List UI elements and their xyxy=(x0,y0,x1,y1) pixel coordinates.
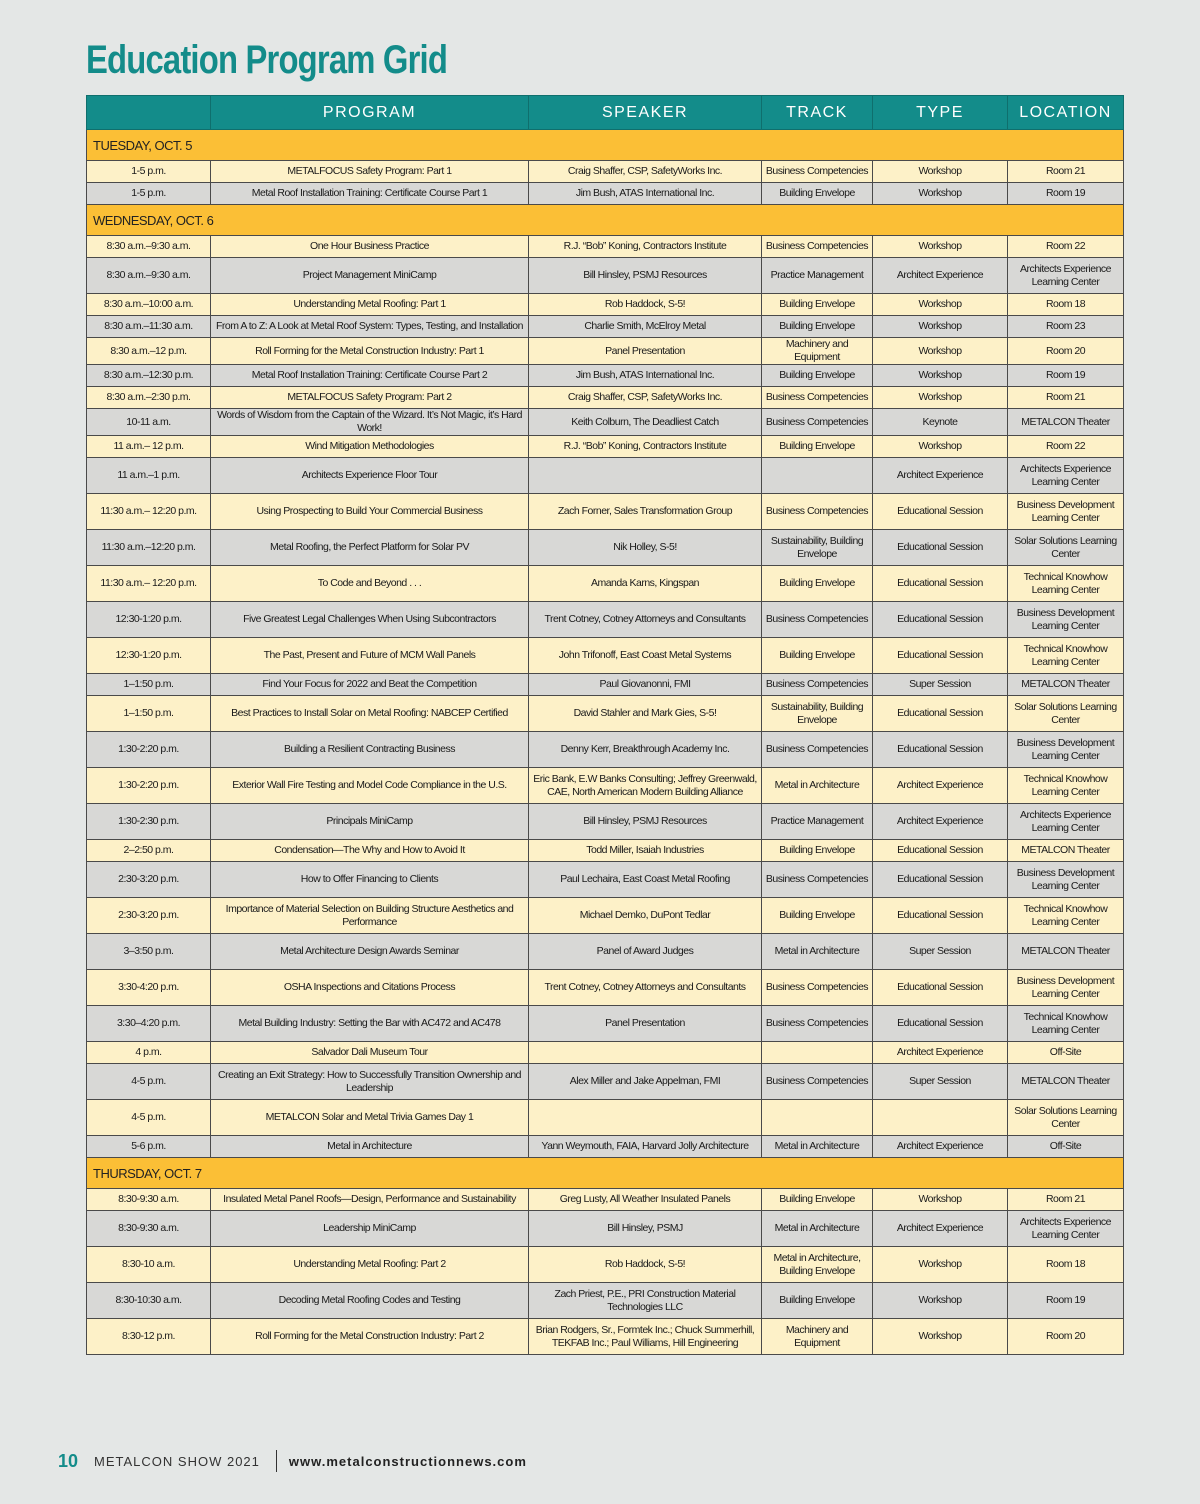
track-cell: Machinery and Equipment xyxy=(762,1319,873,1355)
time-cell: 8:30-10:30 a.m. xyxy=(87,1283,211,1319)
day-label: TUESDAY, OCT. 5 xyxy=(87,130,1124,161)
type-cell: Architect Experience xyxy=(873,768,1008,804)
table-row xyxy=(87,638,1124,674)
track-cell: Business Competencies xyxy=(762,1064,873,1100)
program-cell: METALFOCUS Safety Program: Part 2 xyxy=(211,387,529,409)
speaker-cell: Amanda Karns, Kingspan xyxy=(529,566,762,602)
location-cell: Room 22 xyxy=(1008,436,1124,458)
type-cell: Educational Session xyxy=(873,862,1008,898)
header-time xyxy=(87,96,211,130)
program-cell: Building a Resilient Contracting Business xyxy=(211,732,529,768)
track-cell: Building Envelope xyxy=(762,365,873,387)
track-cell: Metal in Architecture xyxy=(762,934,873,970)
program-cell: Condensation—The Why and How to Avoid It xyxy=(211,840,529,862)
table-row xyxy=(87,365,1124,387)
time-cell: 8:30 a.m.–11:30 a.m. xyxy=(87,316,211,338)
table-row xyxy=(87,294,1124,316)
program-cell: One Hour Business Practice xyxy=(211,236,529,258)
speaker-cell: Panel Presentation xyxy=(529,1006,762,1042)
table-row xyxy=(87,1136,1124,1158)
location-cell: Architects Experience Learning Center xyxy=(1008,1211,1124,1247)
website-link[interactable]: www.metalconstructionnews.com xyxy=(288,1453,527,1469)
type-cell: Workshop xyxy=(873,294,1008,316)
table-row xyxy=(87,338,1124,365)
speaker-cell: Panel of Award Judges xyxy=(529,934,762,970)
time-cell: 10-11 a.m. xyxy=(87,409,211,436)
table-row xyxy=(87,530,1124,566)
time-cell: 11:30 a.m.– 12:20 p.m. xyxy=(87,566,211,602)
track-cell: Building Envelope xyxy=(762,566,873,602)
type-cell: Educational Session xyxy=(873,530,1008,566)
speaker-cell: Jim Bush, ATAS International Inc. xyxy=(529,183,762,205)
table-row xyxy=(87,1283,1124,1319)
header-track: TRACK xyxy=(762,96,873,130)
day-header-row xyxy=(87,1158,1124,1189)
time-cell: 12:30-1:20 p.m. xyxy=(87,638,211,674)
track-cell: Building Envelope xyxy=(762,638,873,674)
location-cell: Room 21 xyxy=(1008,1189,1124,1211)
program-cell: OSHA Inspections and Citations Process xyxy=(211,970,529,1006)
location-cell: Technical Knowhow Learning Center xyxy=(1008,898,1124,934)
program-cell: METALFOCUS Safety Program: Part 1 xyxy=(211,161,529,183)
program-cell: Creating an Exit Strategy: How to Successfully Transition Ownership and Leadership xyxy=(211,1064,529,1100)
table-row xyxy=(87,862,1124,898)
type-cell: Workshop xyxy=(873,1319,1008,1355)
table-row xyxy=(87,1042,1124,1064)
table-row xyxy=(87,934,1124,970)
speaker-cell: Zach Forner, Sales Transformation Group xyxy=(529,494,762,530)
track-cell: Building Envelope xyxy=(762,183,873,205)
page-number: 10 xyxy=(58,1450,79,1471)
time-cell: 11 a.m.– 12 p.m. xyxy=(87,436,211,458)
program-cell: Words of Wisdom from the Captain of the Wizard. It’s Not Magic, it’s Hard Work! xyxy=(211,409,529,436)
location-cell: Room 20 xyxy=(1008,1319,1124,1355)
track-cell: Building Envelope xyxy=(762,294,873,316)
location-cell: Room 23 xyxy=(1008,316,1124,338)
type-cell: Educational Session xyxy=(873,970,1008,1006)
type-cell: Architect Experience xyxy=(873,1136,1008,1158)
program-cell: Roll Forming for the Metal Construction Industry: Part 1 xyxy=(211,338,529,365)
type-cell: Educational Session xyxy=(873,494,1008,530)
track-cell: Business Competencies xyxy=(762,862,873,898)
time-cell: 2:30-3:20 p.m. xyxy=(87,862,211,898)
track-cell: Building Envelope xyxy=(762,1283,873,1319)
table-row xyxy=(87,768,1124,804)
table-row xyxy=(87,436,1124,458)
location-cell: Room 20 xyxy=(1008,338,1124,365)
table-row xyxy=(87,183,1124,205)
time-cell: 8:30-9:30 a.m. xyxy=(87,1189,211,1211)
program-cell: Metal Architecture Design Awards Seminar xyxy=(211,934,529,970)
type-cell: Architect Experience xyxy=(873,1042,1008,1064)
program-cell: Understanding Metal Roofing: Part 1 xyxy=(211,294,529,316)
speaker-cell: Charlie Smith, McElroy Metal xyxy=(529,316,762,338)
time-cell: 1-5 p.m. xyxy=(87,161,211,183)
program-cell: Best Practices to Install Solar on Metal Roofing: NABCEP Certified xyxy=(211,696,529,732)
type-cell: Educational Session xyxy=(873,566,1008,602)
type-cell: Workshop xyxy=(873,1189,1008,1211)
time-cell: 8:30-10 a.m. xyxy=(87,1247,211,1283)
track-cell: Sustainability, Building Envelope xyxy=(762,530,873,566)
speaker-cell xyxy=(529,1042,762,1064)
speaker-cell: Eric Bank, E.W Banks Consulting; Jeffrey Greenwald, CAE, North American Modern Building Alliance xyxy=(529,768,762,804)
type-cell: Workshop xyxy=(873,316,1008,338)
header-program: PROGRAM xyxy=(211,96,529,130)
location-cell: Business Development Learning Center xyxy=(1008,862,1124,898)
speaker-cell: Yann Weymouth, FAIA, Harvard Jolly Architecture xyxy=(529,1136,762,1158)
location-cell: Business Development Learning Center xyxy=(1008,732,1124,768)
table-row xyxy=(87,898,1124,934)
time-cell: 8:30 a.m.–9:30 a.m. xyxy=(87,236,211,258)
track-cell: Metal in Architecture, Building Envelope xyxy=(762,1247,873,1283)
table-row xyxy=(87,674,1124,696)
program-cell: Metal Roofing, the Perfect Platform for Solar PV xyxy=(211,530,529,566)
type-cell: Workshop xyxy=(873,365,1008,387)
time-cell: 3:30-4:20 p.m. xyxy=(87,970,211,1006)
track-cell: Building Envelope xyxy=(762,316,873,338)
speaker-cell: Bill Hinsley, PSMJ Resources xyxy=(529,258,762,294)
track-cell xyxy=(762,1100,873,1136)
type-cell: Educational Session xyxy=(873,898,1008,934)
program-cell: Project Management MiniCamp xyxy=(211,258,529,294)
table-row xyxy=(87,1006,1124,1042)
track-cell: Business Competencies xyxy=(762,161,873,183)
time-cell: 4 p.m. xyxy=(87,1042,211,1064)
type-cell: Educational Session xyxy=(873,602,1008,638)
location-cell: Room 18 xyxy=(1008,294,1124,316)
speaker-cell: R.J. “Bob” Koning, Contractors Institute xyxy=(529,236,762,258)
time-cell: 2:30-3:20 p.m. xyxy=(87,898,211,934)
table-row xyxy=(87,970,1124,1006)
day-label: WEDNESDAY, OCT. 6 xyxy=(87,205,1124,236)
program-cell: Importance of Material Selection on Building Structure Aesthetics and Performance xyxy=(211,898,529,934)
time-cell: 4-5 p.m. xyxy=(87,1100,211,1136)
time-cell: 1:30-2:20 p.m. xyxy=(87,732,211,768)
header-location: LOCATION xyxy=(1008,96,1124,130)
location-cell: Off-Site xyxy=(1008,1136,1124,1158)
time-cell: 1:30-2:20 p.m. xyxy=(87,768,211,804)
location-cell: Room 19 xyxy=(1008,365,1124,387)
day-header-row xyxy=(87,205,1124,236)
speaker-cell: Rob Haddock, S-5! xyxy=(529,1247,762,1283)
track-cell: Building Envelope xyxy=(762,436,873,458)
type-cell: Architect Experience xyxy=(873,458,1008,494)
type-cell: Workshop xyxy=(873,183,1008,205)
program-cell: Roll Forming for the Metal Construction Industry: Part 2 xyxy=(211,1319,529,1355)
time-cell: 11:30 a.m.–12:20 p.m. xyxy=(87,530,211,566)
location-cell: Room 22 xyxy=(1008,236,1124,258)
table-row xyxy=(87,696,1124,732)
track-cell: Business Competencies xyxy=(762,732,873,768)
track-cell: Practice Management xyxy=(762,804,873,840)
type-cell: Workshop xyxy=(873,236,1008,258)
location-cell: Architects Experience Learning Center xyxy=(1008,458,1124,494)
speaker-cell: Paul Giovanonni, FMI xyxy=(529,674,762,696)
track-cell: Building Envelope xyxy=(762,898,873,934)
speaker-cell: Rob Haddock, S-5! xyxy=(529,294,762,316)
location-cell: Room 19 xyxy=(1008,1283,1124,1319)
table-row xyxy=(87,1247,1124,1283)
table-row xyxy=(87,409,1124,436)
speaker-cell: Jim Bush, ATAS International Inc. xyxy=(529,365,762,387)
program-cell: METALCON Solar and Metal Trivia Games Day 1 xyxy=(211,1100,529,1136)
program-cell: Wind Mitigation Methodologies xyxy=(211,436,529,458)
type-cell: Educational Session xyxy=(873,1006,1008,1042)
time-cell: 4-5 p.m. xyxy=(87,1064,211,1100)
time-cell: 11 a.m.–1 p.m. xyxy=(87,458,211,494)
table-row xyxy=(87,236,1124,258)
time-cell: 11:30 a.m.– 12:20 p.m. xyxy=(87,494,211,530)
program-cell: Principals MiniCamp xyxy=(211,804,529,840)
location-cell: Technical Knowhow Learning Center xyxy=(1008,566,1124,602)
type-cell: Educational Session xyxy=(873,840,1008,862)
type-cell: Educational Session xyxy=(873,696,1008,732)
track-cell: Building Envelope xyxy=(762,1189,873,1211)
time-cell: 1:30-2:30 p.m. xyxy=(87,804,211,840)
day-header-row xyxy=(87,130,1124,161)
program-cell: The Past, Present and Future of MCM Wall Panels xyxy=(211,638,529,674)
table-row xyxy=(87,1319,1124,1355)
location-cell: Business Development Learning Center xyxy=(1008,602,1124,638)
location-cell: Architects Experience Learning Center xyxy=(1008,258,1124,294)
track-cell: Business Competencies xyxy=(762,970,873,1006)
table-row xyxy=(87,258,1124,294)
track-cell: Business Competencies xyxy=(762,236,873,258)
program-cell: Salvador Dali Museum Tour xyxy=(211,1042,529,1064)
speaker-cell: Paul Lechaira, East Coast Metal Roofing xyxy=(529,862,762,898)
speaker-cell: Keith Colburn, The Deadliest Catch xyxy=(529,409,762,436)
table-row xyxy=(87,316,1124,338)
location-cell: Room 21 xyxy=(1008,161,1124,183)
program-cell: Find Your Focus for 2022 and Beat the Competition xyxy=(211,674,529,696)
program-cell: Metal Building Industry: Setting the Bar with AC472 and AC478 xyxy=(211,1006,529,1042)
table-row xyxy=(87,1064,1124,1100)
speaker-cell: Alex Miller and Jake Appelman, FMI xyxy=(529,1064,762,1100)
location-cell: METALCON Theater xyxy=(1008,409,1124,436)
footer-divider xyxy=(276,1450,277,1472)
page-footer xyxy=(58,1448,527,1474)
time-cell: 8:30-12 p.m. xyxy=(87,1319,211,1355)
program-cell: Metal Roof Installation Training: Certificate Course Part 1 xyxy=(211,183,529,205)
type-cell: Architect Experience xyxy=(873,258,1008,294)
track-cell: Metal in Architecture xyxy=(762,1136,873,1158)
program-cell: Decoding Metal Roofing Codes and Testing xyxy=(211,1283,529,1319)
program-cell: To Code and Beyond . . . xyxy=(211,566,529,602)
table-row xyxy=(87,804,1124,840)
speaker-cell: Trent Cotney, Cotney Attorneys and Consultants xyxy=(529,602,762,638)
track-cell: Sustainability, Building Envelope xyxy=(762,696,873,732)
speaker-cell: R.J. “Bob” Koning, Contractors Institute xyxy=(529,436,762,458)
header-speaker: SPEAKER xyxy=(529,96,762,130)
program-cell: Insulated Metal Panel Roofs—Design, Performance and Sustainability xyxy=(211,1189,529,1211)
time-cell: 1–1:50 p.m. xyxy=(87,696,211,732)
location-cell: METALCON Theater xyxy=(1008,934,1124,970)
table-row xyxy=(87,494,1124,530)
track-cell: Business Competencies xyxy=(762,1006,873,1042)
table-row xyxy=(87,732,1124,768)
track-cell: Business Competencies xyxy=(762,409,873,436)
location-cell: METALCON Theater xyxy=(1008,674,1124,696)
location-cell: Technical Knowhow Learning Center xyxy=(1008,638,1124,674)
table-row xyxy=(87,1211,1124,1247)
speaker-cell: Bill Hinsley, PSMJ Resources xyxy=(529,804,762,840)
speaker-cell: John Trifonoff, East Coast Metal Systems xyxy=(529,638,762,674)
program-cell: How to Offer Financing to Clients xyxy=(211,862,529,898)
time-cell: 8:30-9:30 a.m. xyxy=(87,1211,211,1247)
speaker-cell: Bill Hinsley, PSMJ xyxy=(529,1211,762,1247)
time-cell: 8:30 a.m.–9:30 a.m. xyxy=(87,258,211,294)
program-cell: Metal in Architecture xyxy=(211,1136,529,1158)
type-cell: Workshop xyxy=(873,1247,1008,1283)
program-cell: Metal Roof Installation Training: Certificate Course Part 2 xyxy=(211,365,529,387)
speaker-cell xyxy=(529,458,762,494)
day-label: THURSDAY, OCT. 7 xyxy=(87,1158,1124,1189)
type-cell: Workshop xyxy=(873,338,1008,365)
table-row xyxy=(87,602,1124,638)
track-cell: Machinery and Equipment xyxy=(762,338,873,365)
location-cell: Technical Knowhow Learning Center xyxy=(1008,768,1124,804)
location-cell: Architects Experience Learning Center xyxy=(1008,804,1124,840)
speaker-cell: Denny Kerr, Breakthrough Academy Inc. xyxy=(529,732,762,768)
location-cell: METALCON Theater xyxy=(1008,840,1124,862)
table-row xyxy=(87,161,1124,183)
time-cell: 12:30-1:20 p.m. xyxy=(87,602,211,638)
location-cell: Solar Solutions Learning Center xyxy=(1008,696,1124,732)
program-cell: Using Prospecting to Build Your Commercial Business xyxy=(211,494,529,530)
time-cell: 8:30 a.m.–12:30 p.m. xyxy=(87,365,211,387)
speaker-cell: Craig Shaffer, CSP, SafetyWorks Inc. xyxy=(529,161,762,183)
type-cell: Keynote xyxy=(873,409,1008,436)
time-cell: 1-5 p.m. xyxy=(87,183,211,205)
speaker-cell: Zach Priest, P.E., PRI Construction Material Technologies LLC xyxy=(529,1283,762,1319)
location-cell: Room 21 xyxy=(1008,387,1124,409)
track-cell: Business Competencies xyxy=(762,494,873,530)
program-cell: Five Greatest Legal Challenges When Using Subcontractors xyxy=(211,602,529,638)
speaker-cell xyxy=(529,1100,762,1136)
speaker-cell: Michael Demko, DuPont Tedlar xyxy=(529,898,762,934)
speaker-cell: Nik Holley, S-5! xyxy=(529,530,762,566)
table-row xyxy=(87,1189,1124,1211)
time-cell: 2–2:50 p.m. xyxy=(87,840,211,862)
time-cell: 8:30 a.m.–12 p.m. xyxy=(87,338,211,365)
track-cell xyxy=(762,458,873,494)
location-cell: Room 18 xyxy=(1008,1247,1124,1283)
type-cell: Educational Session xyxy=(873,638,1008,674)
time-cell: 5-6 p.m. xyxy=(87,1136,211,1158)
page-title: Education Program Grid xyxy=(86,38,448,82)
time-cell: 8:30 a.m.–10:00 a.m. xyxy=(87,294,211,316)
speaker-cell: Brian Rodgers, Sr., Formtek Inc.; Chuck Summerhill, TEKFAB Inc.; Paul Williams, Hill Engineering xyxy=(529,1319,762,1355)
program-cell: Understanding Metal Roofing: Part 2 xyxy=(211,1247,529,1283)
speaker-cell: Craig Shaffer, CSP, SafetyWorks Inc. xyxy=(529,387,762,409)
program-cell: Architects Experience Floor Tour xyxy=(211,458,529,494)
type-cell: Super Session xyxy=(873,1064,1008,1100)
track-cell: Metal in Architecture xyxy=(762,768,873,804)
time-cell: 1–1:50 p.m. xyxy=(87,674,211,696)
time-cell: 3:30–4:20 p.m. xyxy=(87,1006,211,1042)
table-row xyxy=(87,387,1124,409)
show-name: METALCON SHOW 2021 xyxy=(94,1453,260,1469)
program-cell: Leadership MiniCamp xyxy=(211,1211,529,1247)
track-cell: Metal in Architecture xyxy=(762,1211,873,1247)
time-cell: 3–3:50 p.m. xyxy=(87,934,211,970)
table-body xyxy=(87,130,1124,1355)
location-cell: Off-Site xyxy=(1008,1042,1124,1064)
track-cell: Building Envelope xyxy=(762,840,873,862)
track-cell: Practice Management xyxy=(762,258,873,294)
table-row xyxy=(87,566,1124,602)
type-cell: Architect Experience xyxy=(873,804,1008,840)
type-cell: Architect Experience xyxy=(873,1211,1008,1247)
speaker-cell: Todd Miller, Isaiah Industries xyxy=(529,840,762,862)
table-row xyxy=(87,840,1124,862)
table-header-row xyxy=(87,96,1124,130)
location-cell: Business Development Learning Center xyxy=(1008,970,1124,1006)
type-cell: Workshop xyxy=(873,436,1008,458)
track-cell: Business Competencies xyxy=(762,387,873,409)
type-cell xyxy=(873,1100,1008,1136)
type-cell: Workshop xyxy=(873,1283,1008,1319)
speaker-cell: Panel Presentation xyxy=(529,338,762,365)
program-cell: From A to Z: A Look at Metal Roof System: Types, Testing, and Installation xyxy=(211,316,529,338)
type-cell: Educational Session xyxy=(873,732,1008,768)
location-cell: METALCON Theater xyxy=(1008,1064,1124,1100)
type-cell: Super Session xyxy=(873,934,1008,970)
speaker-cell: Greg Lusty, All Weather Insulated Panels xyxy=(529,1189,762,1211)
track-cell: Business Competencies xyxy=(762,602,873,638)
type-cell: Workshop xyxy=(873,387,1008,409)
location-cell: Technical Knowhow Learning Center xyxy=(1008,1006,1124,1042)
speaker-cell: David Stahler and Mark Gies, S-5! xyxy=(529,696,762,732)
location-cell: Solar Solutions Learning Center xyxy=(1008,1100,1124,1136)
track-cell xyxy=(762,1042,873,1064)
location-cell: Room 19 xyxy=(1008,183,1124,205)
speaker-cell: Trent Cotney, Cotney Attorneys and Consultants xyxy=(529,970,762,1006)
header-type: TYPE xyxy=(873,96,1008,130)
type-cell: Workshop xyxy=(873,161,1008,183)
education-program-table xyxy=(86,95,1124,1355)
program-cell: Exterior Wall Fire Testing and Model Code Compliance in the U.S. xyxy=(211,768,529,804)
location-cell: Solar Solutions Learning Center xyxy=(1008,530,1124,566)
track-cell: Business Competencies xyxy=(762,674,873,696)
location-cell: Business Development Learning Center xyxy=(1008,494,1124,530)
type-cell: Super Session xyxy=(873,674,1008,696)
time-cell: 8:30 a.m.–2:30 p.m. xyxy=(87,387,211,409)
table-row xyxy=(87,458,1124,494)
table-row xyxy=(87,1100,1124,1136)
